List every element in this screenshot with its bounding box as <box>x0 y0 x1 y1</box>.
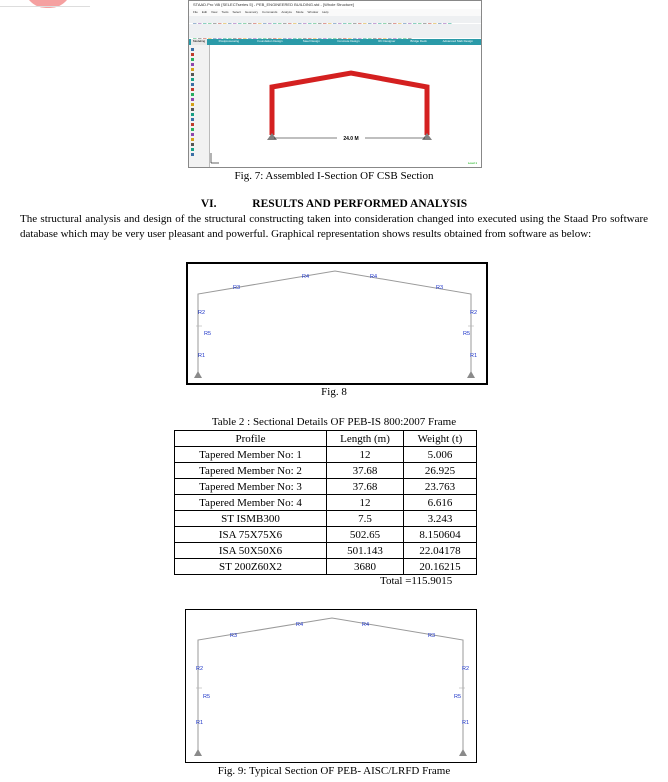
tab-modeling[interactable]: Modeling <box>193 39 206 43</box>
support-left <box>267 133 277 140</box>
figure8-drawing <box>188 264 486 383</box>
menu-item-window[interactable]: Window <box>307 10 319 14</box>
figure9-drawing <box>186 610 476 762</box>
table-header-row <box>175 431 477 447</box>
side-tool-icon[interactable] <box>191 53 194 56</box>
side-tool-icon[interactable] <box>191 98 194 101</box>
side-tool-icon[interactable] <box>191 108 194 111</box>
menu-item-tools[interactable]: Tools <box>221 10 229 14</box>
section-heading <box>0 198 668 210</box>
label-r2-right: R2 <box>462 666 470 672</box>
axis-triad <box>211 153 219 163</box>
label-r2-left: R2 <box>196 666 204 672</box>
col-profile: Profile <box>175 431 327 447</box>
label-r4-left: R4 <box>302 274 310 280</box>
tab-postprocessing[interactable]: Postprocessing <box>218 39 240 43</box>
status-indicator: Load 1 <box>467 161 477 165</box>
side-tool-icon[interactable] <box>191 93 194 96</box>
tab-advanced-slab-design[interactable]: Advanced Slab Design <box>442 39 473 43</box>
side-tool-icon[interactable] <box>191 133 194 136</box>
label-r4-right: R4 <box>362 622 370 628</box>
side-tool-icon[interactable] <box>191 68 194 71</box>
side-toolbar[interactable] <box>189 45 209 167</box>
side-tool-icon[interactable] <box>191 123 194 126</box>
label-r4-left: R4 <box>296 622 304 628</box>
label-r1-right: R1 <box>462 720 470 726</box>
side-tool-icon[interactable] <box>191 103 194 106</box>
side-tool-icon[interactable] <box>191 73 194 76</box>
table-row: ST ISMB300 7.5 3.243 <box>175 511 477 527</box>
left-side-panel[interactable] <box>189 45 210 167</box>
tab-steel-design[interactable]: Steel Design <box>302 39 320 43</box>
menu-item-view[interactable]: View <box>211 10 218 14</box>
section-number: VI. <box>200 198 217 210</box>
side-tool-icon[interactable] <box>191 148 194 151</box>
label-r1-left: R1 <box>198 353 206 359</box>
label-r5-right: R5 <box>454 694 462 700</box>
menu-item-edit[interactable]: Edit <box>201 10 208 14</box>
side-tool-icon[interactable] <box>191 118 194 121</box>
toolbar-row-1[interactable] <box>189 16 481 23</box>
support-right <box>459 749 467 756</box>
table-row: ISA 75X75X6 502.65 8.150604 <box>175 527 477 543</box>
app-title-bar <box>189 1 481 9</box>
label-r2-right: R2 <box>470 310 478 316</box>
label-r3-left: R3 <box>233 285 241 291</box>
figure7-caption: Fig. 7: Assembled I-Section OF CSB Section <box>234 170 434 182</box>
app-title: STAAD.Pro V8i [SELECTseries 5] - PEB_ENGINEERED BUILDING.std - [Whole Structure] <box>193 2 354 7</box>
support-right <box>422 133 432 140</box>
tab-connection[interactable]: Connection <box>515 39 531 43</box>
side-tool-icon[interactable] <box>191 143 194 146</box>
table-row: ST 200Z60X2 3680 20.16215 <box>175 559 477 575</box>
toolbar-row-3[interactable] <box>189 31 481 38</box>
menu-item-file[interactable]: File <box>193 10 198 14</box>
staad-screenshot <box>188 0 531 168</box>
header-rule <box>0 6 90 7</box>
table-caption: Table 2 : Sectional Details OF PEB-IS 800:2007 Frame <box>211 416 457 428</box>
figure9-frame <box>185 609 477 763</box>
tab-foundation-design[interactable]: Foundation Design <box>257 39 283 43</box>
table-total: Total =115.9015 <box>380 575 453 587</box>
label-r3-right: R3 <box>436 285 444 291</box>
tab-rc-designer[interactable]: RC Designer <box>378 39 396 43</box>
col-length: Length (m) <box>327 431 404 447</box>
side-tool-icon[interactable] <box>191 48 194 51</box>
tab-concrete-design[interactable]: Concrete Design <box>337 39 360 43</box>
side-tool-icon[interactable] <box>191 78 194 81</box>
dimension-label: 24.0 M <box>343 136 359 142</box>
label-r1-left: R1 <box>196 720 204 726</box>
section-title: RESULTS AND PERFORMED ANALYSIS <box>252 198 468 210</box>
table-row: Tapered Member No: 3 37.68 23.763 <box>175 479 477 495</box>
side-tool-icon[interactable] <box>191 113 194 116</box>
model-viewport[interactable] <box>209 45 481 167</box>
toolbar-row-2[interactable] <box>189 24 481 31</box>
support-left <box>194 371 202 378</box>
section-table <box>174 430 477 575</box>
support-left <box>194 749 202 756</box>
menu-item-mode[interactable]: Mode <box>296 10 304 14</box>
support-right <box>467 371 475 378</box>
frame9-outline <box>198 618 463 752</box>
tab-bridge-deck[interactable]: Bridge Deck <box>410 39 427 43</box>
table-row: Tapered Member No: 1 12 5.006 <box>175 447 477 463</box>
label-r4-right: R4 <box>370 274 378 280</box>
side-tool-icon[interactable] <box>191 58 194 61</box>
col-weight: Weight (t) <box>404 431 477 447</box>
figure9-caption: Fig. 9: Typical Section OF PEB- AISC/LRFD Frame <box>217 765 451 777</box>
figure8-frame <box>186 262 488 385</box>
menu-item-help[interactable]: Help <box>322 10 329 14</box>
side-tool-icon[interactable] <box>191 88 194 91</box>
table-row: Tapered Member No: 4 12 6.616 <box>175 495 477 511</box>
side-tool-icon[interactable] <box>191 153 194 156</box>
label-r1-right: R1 <box>470 353 478 359</box>
menu-item-select[interactable]: Select <box>232 10 241 14</box>
label-r3-left: R3 <box>230 633 238 639</box>
label-r5-left: R5 <box>204 331 212 337</box>
side-tool-icon[interactable] <box>191 83 194 86</box>
body-paragraph: The structural analysis and design of the structural constructing taken into consideration changed into executed using the Staad Pro software database which may be very user pleasant and powerful. Graphical representation shows results obtained from software as below: <box>20 213 648 240</box>
side-tool-icon[interactable] <box>191 63 194 66</box>
portal-frame <box>272 73 427 135</box>
figure8-caption: Fig. 8 <box>321 386 347 398</box>
menu-item-geometry[interactable]: Geometry <box>244 10 258 14</box>
menu-bar <box>189 9 481 16</box>
label-r3-right: R3 <box>428 633 436 639</box>
side-tool-icon[interactable] <box>191 138 194 141</box>
table-row: ISA 50X50X6 501.143 22.04178 <box>175 543 477 559</box>
label-r5-right: R5 <box>463 331 471 337</box>
side-tool-icon[interactable] <box>191 128 194 131</box>
label-r5-left: R5 <box>203 694 211 700</box>
menu-item-analyze[interactable]: Analyze <box>281 10 293 14</box>
label-r2-left: R2 <box>198 310 206 316</box>
table-row: Tapered Member No: 2 37.68 26.925 <box>175 463 477 479</box>
menu-item-commands[interactable]: Commands <box>262 10 278 14</box>
tab-piping[interactable]: Piping <box>494 39 503 43</box>
